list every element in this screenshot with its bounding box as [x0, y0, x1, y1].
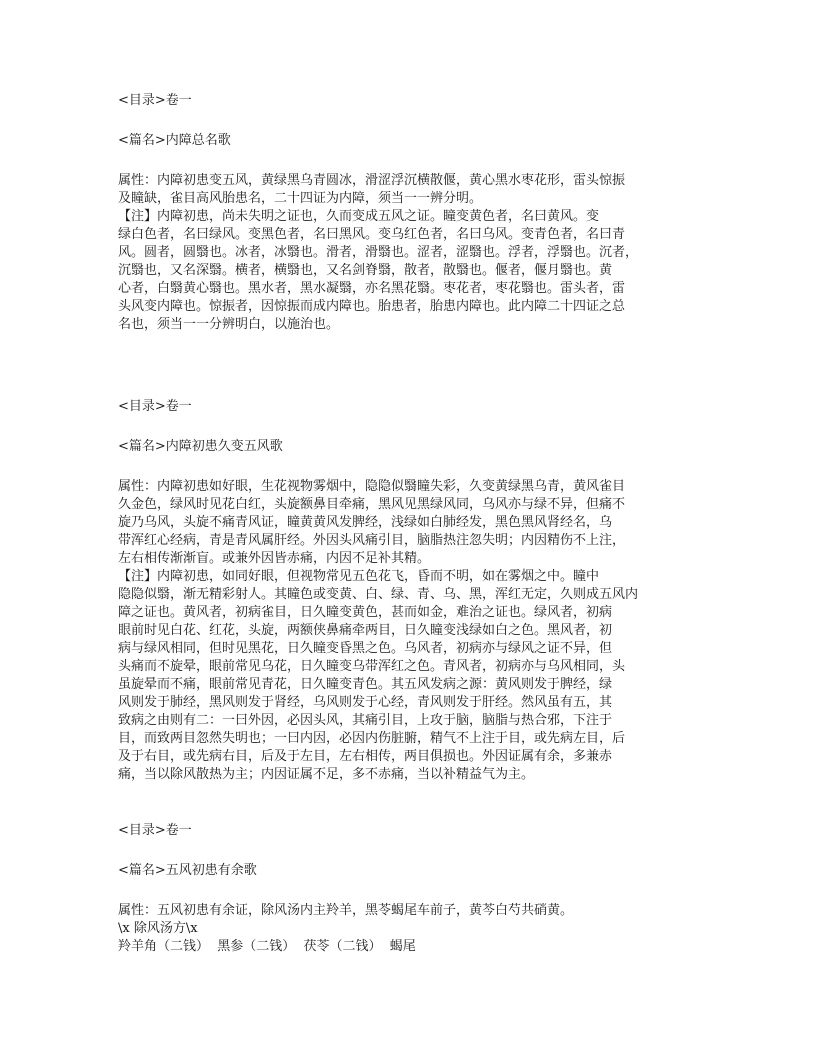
body-line: 绿白色者，名曰绿风。变黑色者，名曰黑风。变乌红色者，名曰乌风。变青色者，名曰青	[118, 227, 626, 242]
body-line: 虽旋晕而不痛，眼前常见青花，日久瞳变青色。其五风发病之源：黄风则发于脾经，绿	[118, 677, 613, 692]
body-line: 目，而致两目忽然失明也；一曰内因，必因内伤脏腑，精气不上注于目，或先病左目，后	[118, 731, 626, 746]
body-line: 头风变内障也。惊振者，因惊振而成内障也。胎患者，胎患内障也。此内障二十四证之总	[118, 299, 626, 314]
body-line: 属性：内障初患如好眼，生花视物雾烟中，隐隐似翳瞳失彩，久变黄绿黑乌青，黄风雀目	[118, 479, 626, 494]
chapter-title: <篇名>内障总名歌	[118, 133, 231, 148]
catalog-heading: <目录>卷一	[118, 93, 192, 108]
body-line: 心者，白翳黄心翳也。黑水者，黑水凝翳，亦名黑花翳。枣花者，枣花翳也。雷头者，雷	[118, 281, 626, 296]
body-line: 带浑红心经病，青是青风属肝经。外因头风痛引目，脑脂热注忽失明；内因精伤不上注，	[118, 533, 626, 548]
body-line: 及瞳缺，雀目高风胎患名，二十四证为内障，须当一一辨分明。	[118, 191, 483, 206]
body-line: 头痛而不旋晕，眼前常见乌花，日久瞳变乌带浑红之色。青风者，初病亦与乌风相同，头	[118, 659, 626, 674]
body-line: 名也，须当一一分辨明白，以施治也。	[118, 317, 340, 332]
body-line: 致病之由则有二：一曰外因，必因头风，其痛引目，上攻于脑，脑脂与热合邪，下注于	[118, 713, 613, 728]
ingredient-line: 羚羊角（二钱） 黑参（二钱） 茯苓（二钱） 蝎尾	[118, 939, 416, 954]
chapter-title: <篇名>内障初患久变五风歌	[118, 439, 283, 454]
formula-title: \x 除风汤方\x	[118, 921, 198, 936]
body-line: 旋乃乌风，头旋不痛青风证，瞳黄黄风发脾经，浅绿如白肺经发，黑色黑风肾经名，乌	[118, 515, 613, 530]
body-line: 属性：五风初患有余证，除风汤内主羚羊，黑苓蝎尾车前子，黄芩白芍共硝黄。	[118, 903, 574, 918]
body-line: 久金色，绿风时见花白红，头旋额鼻目牵痛，黑风见黑绿风同，乌风亦与绿不异，但痛不	[118, 497, 626, 512]
body-line: 左右相传渐渐盲。或兼外因皆赤痛，内因不足补其精。	[118, 551, 431, 566]
catalog-heading: <目录>卷一	[118, 399, 192, 414]
section-wufeng-chuhuan-youyu	[118, 822, 698, 956]
body-line: 隐隐似翳，渐无精彩射人。其瞳色或变黄、白、绿、青、乌、黑，浑红无定，久则成五风内	[118, 587, 639, 602]
body-line: 【注】内障初患，如同好眼，但视物常见五色花飞，昏而不明，如在雾烟之中。瞳中	[118, 569, 600, 584]
section-neizhang-zongming	[118, 92, 698, 334]
body-line: 风。圆者，圆翳也。冰者，冰翳也。滑者，滑翳也。涩者，涩翳也。浮者，浮翳也。沉者，	[118, 245, 639, 260]
body-line: 障之证也。黄风者，初病雀目，日久瞳变黄色，甚而如金，难治之证也。绿风者，初病	[118, 605, 613, 620]
section-neizhang-chuhuan-jiubian-wufeng	[118, 398, 698, 784]
catalog-heading: <目录>卷一	[118, 823, 192, 838]
body-line: 眼前时见白花、红花，头旋，两额侠鼻痛牵两目，日久瞳变浅绿如白之色。黑风者，初	[118, 623, 613, 638]
body-line: 病与绿风相同，但时见黑花，日久瞳变昏黑之色。乌风者，初病亦与绿风之证不异，但	[118, 641, 613, 656]
body-line: 及于右目，或先病右目，后及于左目，左右相传，两目俱损也。外因证属有余，多兼赤	[118, 749, 613, 764]
body-line: 【注】内障初患，尚未失明之证也，久而变成五风之证。瞳变黄色者，名曰黄风。变	[118, 209, 600, 224]
body-line: 属性：内障初患变五风，黄绿黑乌青圆冰，滑涩浮沉横散偃，黄心黑水枣花形，雷头惊振	[118, 173, 626, 188]
chapter-title: <篇名>五风初患有余歌	[118, 863, 257, 878]
body-line: 沉翳也，又名深翳。横者，横翳也，又名剑脊翳，散者，散翳也。偃者，偃月翳也。黄	[118, 263, 613, 278]
body-line: 痛，当以除风散热为主；内因证属不足，多不赤痛，当以补精益气为主。	[118, 767, 535, 782]
body-line: 风则发于肺经，黑风则发于肾经，乌风则发于心经，青风则发于肝经。然风虽有五，其	[118, 695, 613, 710]
